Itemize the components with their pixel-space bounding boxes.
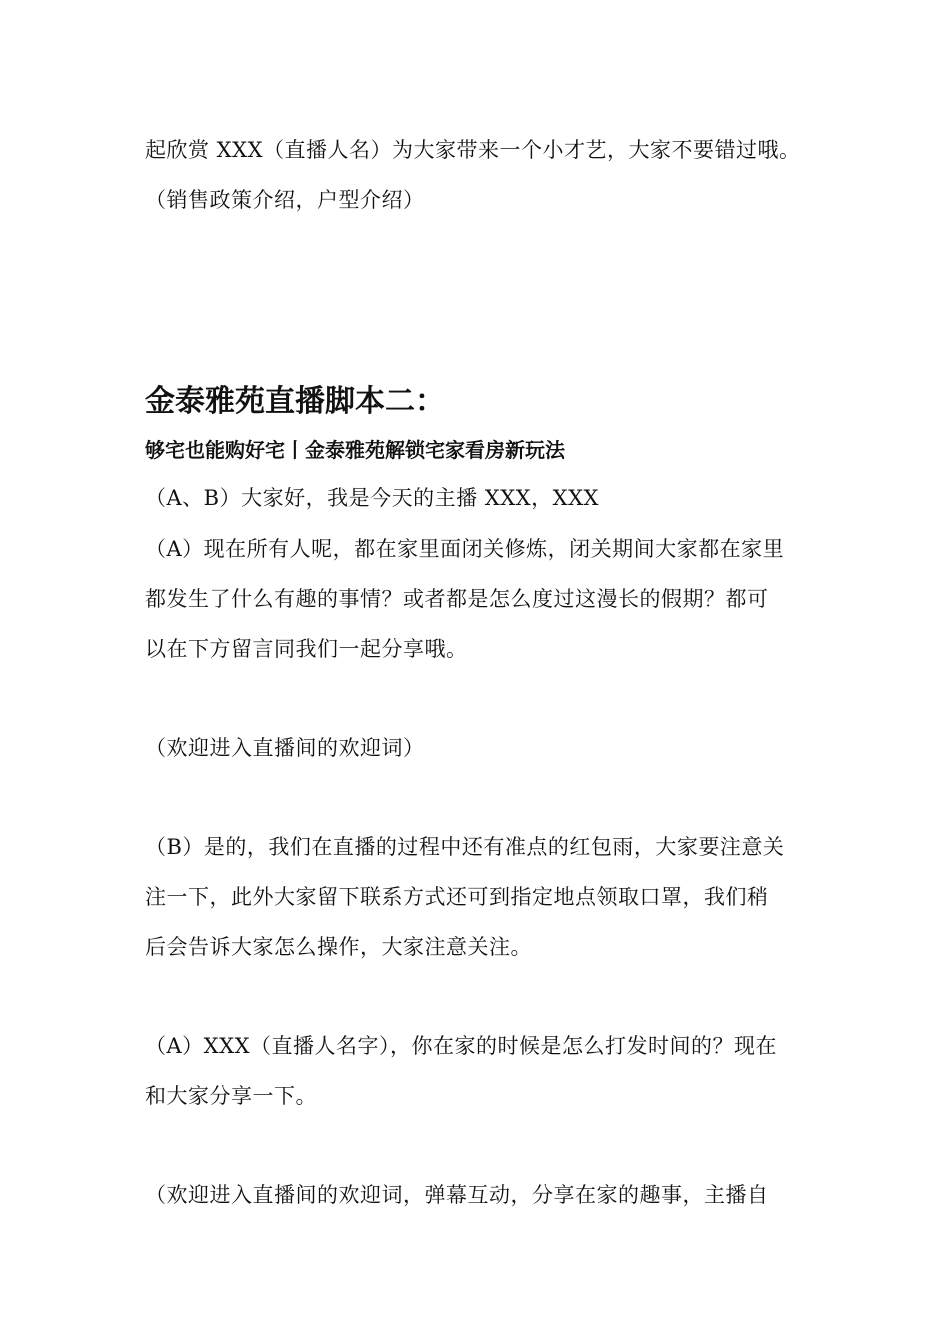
paragraph-b1-line-2: 注一下，此外大家留下联系方式还可到指定地点领取口罩，我们稍 xyxy=(145,885,769,909)
intro-line-1: 起欣赏 XXX（直播人名）为大家带来一个小才艺，大家不要错过哦。 xyxy=(145,138,801,162)
paragraph-b1-line-1: （B）是的，我们在直播的过程中还有准点的红包雨，大家要注意关 xyxy=(145,835,785,859)
paragraph-a1-line-2: 都发生了什么有趣的事情？或者都是怎么度过这漫长的假期？都可 xyxy=(145,587,769,611)
section-subtitle: 够宅也能购好宅丨金泰雅苑解锁宅家看房新玩法 xyxy=(145,438,565,462)
intro-line-2: （销售政策介绍，户型介绍） xyxy=(145,188,425,212)
note-welcome-2: （欢迎进入直播间的欢迎词，弹幕互动，分享在家的趣事，主播自 xyxy=(145,1183,769,1207)
paragraph-a1-line-1: （A）现在所有人呢，都在家里面闭关修炼，闭关期间大家都在家里 xyxy=(145,537,785,561)
paragraph-a2-line-1: （A）XXX（直播人名字），你在家的时候是怎么打发时间的？现在 xyxy=(145,1034,778,1058)
note-welcome: （欢迎进入直播间的欢迎词） xyxy=(145,736,425,760)
paragraph-a2-line-2: 和大家分享一下。 xyxy=(145,1084,317,1108)
paragraph-b1-line-3: 后会告诉大家怎么操作，大家注意关注。 xyxy=(145,935,532,959)
section-title: 金泰雅苑直播脚本二： xyxy=(145,384,445,419)
paragraph-a1-line-3: 以在下方留言同我们一起分享哦。 xyxy=(145,637,468,661)
paragraph-ab-greeting: （A、B）大家好，我是今天的主播 XXX，XXX xyxy=(145,486,599,510)
